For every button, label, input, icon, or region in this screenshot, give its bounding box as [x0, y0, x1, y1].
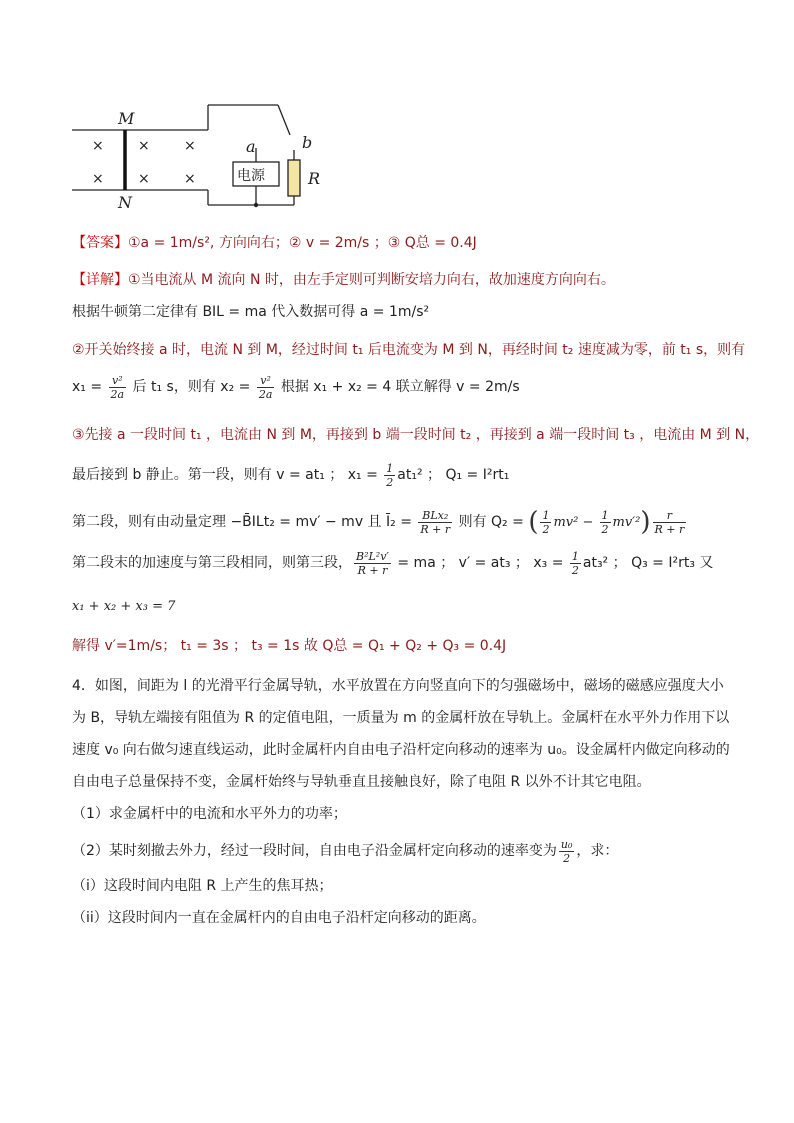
field-cross: ×: [92, 138, 104, 154]
fraction: $\frac{1}{2}$: [601, 508, 609, 536]
resistor-R: [288, 160, 300, 196]
label-a: a: [246, 137, 256, 156]
question4-sub-2: （2）某时刻撤去外力，经过一段时间，自由电子沿金属杆定向移动的速率变为 $\frac{\text{u₀}}{2}$ ，求：: [72, 837, 619, 865]
label-M: M: [118, 109, 135, 128]
detail-line-4: x₁ = $\frac{\text{v²}}{2a}$ 后 t₁ s，则有 x₂ = $\frac{\text{v²}}{2a}$ 根据 x₁ + x₂ = 4 联立解得 v = 2m/s: [72, 373, 520, 401]
answer-tag: 【答案】: [72, 235, 128, 251]
fraction: $\frac{\text{u₀}}{2}$: [560, 837, 573, 865]
detail-line-8: 第二段末的加速度与第三段相同，则第三段， $\frac{\text{B²L²v′}}{R + r}$ = ma ； v′ = at₃ ； x₃ = $\frac{1}{2}$ at₃² ； Q₃ = I²rt₃ 又: [72, 549, 714, 577]
switch-lever: [278, 105, 290, 135]
question4-sub-1: （1）求金属杆中的电流和水平外力的功率；: [72, 806, 347, 822]
field-cross: ×: [138, 171, 150, 187]
detail-line-2: 根据牛顿第二定律有 BIL = ma 代入数据可得 a = 1m/s²: [72, 304, 430, 320]
detail-line-6: 最后接到 b 静止。第一段，则有 v = at₁ ； x₁ = $\frac{1}{2}$ at₁² ； Q₁ = I²rt₁: [72, 461, 510, 489]
question4-line-4: 自由电子总量保持不变，金属杆始终与导轨垂直且接触良好，除了电阻 R 以外不计其它电阻。: [72, 774, 651, 790]
fraction: $\frac{\text{v²}}{2a}$: [110, 373, 125, 401]
answer-line: [72, 233, 477, 253]
detail-line-9: x₁ + x₂ + x₃ = 7: [72, 599, 176, 614]
question4-line-2: 为 B，导轨左端接有阻值为 R 的定值电阻，一质量为 m 的金属杆放在导轨上。金属杆在水平外力作用下以: [72, 710, 730, 726]
fraction: $\frac{\text{v²}}{2a}$: [258, 373, 273, 401]
circuit-diagram: [70, 100, 330, 215]
fraction: $\frac{1}{2}$: [386, 461, 394, 489]
question4-line-3: 速度 v₀ 向右做匀速直线运动，此时金属杆内自由电子沿杆定向移动的速率为 u₀。设金属杆内做定向移动的: [72, 742, 730, 758]
label-R: R: [308, 169, 321, 188]
field-cross: ×: [138, 138, 150, 154]
question4-sub-4: （ii）这段时间内一直在金属杆内的自由电子沿杆定向移动的距离。: [72, 910, 486, 926]
label-N: N: [118, 193, 132, 212]
fraction: $\frac{\text{BLx₂}}{R + r}$: [420, 508, 451, 536]
fraction: $\frac{r}{R + r}$: [654, 508, 685, 536]
answer-text: ①a = 1m/s², 方向向右；② v = 2m/s ；③ Q总 = 0.4J: [128, 235, 477, 251]
detail-line-10: 解得 v′=1m/s； t₁ = 3s ； t₃ = 1s 故 Q总 = Q₁ + Q₂ + Q₃ = 0.4J: [72, 638, 507, 654]
field-cross: ×: [92, 171, 104, 187]
question4-line-1: 4．如图，间距为 l 的光滑平行金属导轨，水平放置在方向竖直向下的匀强磁场中，磁场的磁感应强度大小: [72, 678, 724, 694]
detail-line-1: 【详解】①当电流从 M 流向 N 时，由左手定则可判断安培力向右，故加速度方向向右。: [72, 272, 615, 288]
detail-line-3: ②开关始终接 a 时，电流 N 到 M，经过时间 t₁ 后电流变为 M 到 N，再经时间 t₂ 速度减为零，前 t₁ s，则有: [72, 342, 746, 358]
label-b: b: [302, 133, 313, 152]
fraction: $\frac{1}{2}$: [571, 549, 579, 577]
fraction: $\frac{\text{B²L²v′}}{R + r}$: [356, 549, 389, 577]
field-cross: ×: [184, 138, 196, 154]
detail-line-5: ③先接 a 一段时间 t₁ ，电流由 N 到 M，再接到 b 端一段时间 t₂ ，再接到 a 端一段时间 t₃ ，电流由 M 到 N，: [72, 427, 760, 443]
detail-line-7: 第二段，则有由动量定理 −B̄ILt₂ = mv′ − mv 且 Ī₂ = $\frac{\text{BLx₂}}{R + r}$ 则有 Q₂ = ( $\frac{1}{2}$ mv² − $\frac{1}{2}$ mv′²) $\frac{r}{R + r}$: [72, 507, 685, 537]
detail-tag: 【详解】: [72, 272, 128, 288]
field-cross: ×: [184, 171, 196, 187]
source-label: 电源: [237, 168, 265, 184]
question4-sub-3: （i）这段时间内电阻 R 上产生的焦耳热；: [72, 878, 333, 894]
fraction: $\frac{1}{2}$: [542, 508, 550, 536]
